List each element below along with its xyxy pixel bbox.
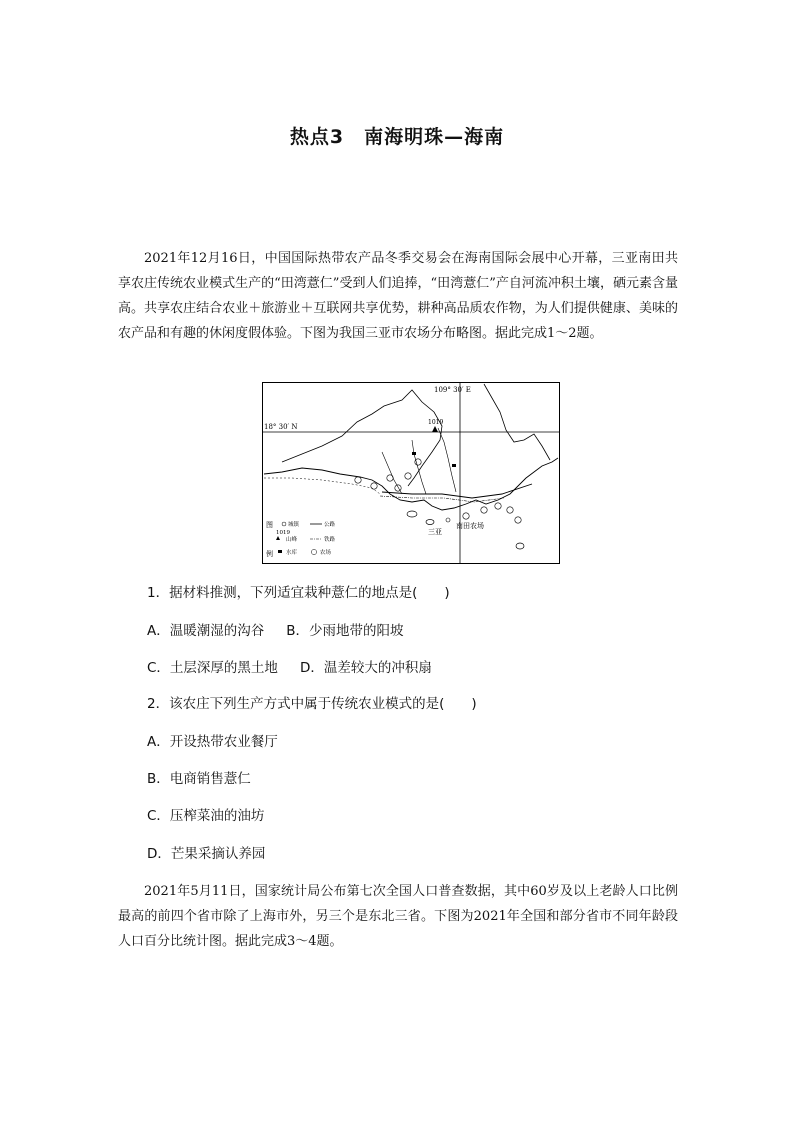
legend-peak-number: 1019 (276, 530, 290, 536)
question-1-stem: 1．据材料推测，下列适宜栽种薏仁的地点是( ) (147, 585, 450, 601)
reservoir-icon (452, 464, 456, 467)
question-1-option-d: D．温差较大的冲积扇 (299, 660, 432, 676)
question-2-option-b: B．电商销售薏仁 (147, 771, 251, 787)
city-nantian-label: 南田农场 (456, 522, 484, 530)
question-2-stem: 2．该农庄下列生产方式中属于传统农业模式的是( ) (147, 696, 477, 712)
legend-road-label: 公路 (324, 522, 336, 528)
legend-peak-label: 山峰 (286, 537, 298, 543)
legend-reservoir-label: 水库 (286, 550, 298, 556)
legend-farm-label: 农场 (320, 550, 332, 556)
passage-2: 2021年5月11日，国家统计局公布第七次全国人口普查数据，其中60岁及以上老龄人口比例最高的前四个省市除了上海市外，另三个是东北三省。下图为2021年全国和部分省市不同年龄段人口百分比统计图。据此完成3～4题。 (118, 884, 678, 949)
legend-city-label: 城镇 (288, 522, 300, 528)
legend-title-top: 图 (266, 521, 273, 529)
question-1-option-b: B．少雨地带的阳坡 (286, 623, 404, 639)
longitude-label: 109° 30′ E (434, 386, 471, 394)
legend-reservoir-icon (278, 550, 282, 553)
question-1-options-cd (147, 658, 432, 678)
page-title: 热点3 南海明珠—海南 (289, 126, 505, 148)
city-sanya-label: 三亚 (428, 528, 442, 536)
reservoir-icon (412, 452, 416, 455)
peak-label: 1019 (428, 419, 444, 426)
question-2-option-a: A．开设热带农业餐厅 (147, 734, 278, 750)
question-1-option-c: C．土层深厚的黑土地 (147, 660, 278, 676)
legend-rail-label: 铁路 (324, 537, 336, 543)
question-1-options-ab (147, 621, 404, 641)
question-2-option-c: C．压榨菜油的油坊 (147, 808, 265, 824)
sanya-farm-map (262, 382, 560, 564)
passage-1: 2021年12月16日，中国国际热带农产品冬季交易会在海南国际会展中心开幕，三亚南田共享农庄传统农业模式生产的“田湾薏仁”受到人们追捧，“田湾薏仁”产自河流冲积土壤，硒元素含量高。共享农庄结合农业＋旅游业＋互联网共享优势，耕种高品质农作物，为人们提供健康、美味的农产品和有趣的休闲度假体验。下图为我国三亚市农场分布略图。据此完成1～2题。 (118, 251, 678, 341)
latitude-label: 18° 30′ N (264, 423, 298, 431)
question-2-option-d: D．芒果采摘认养园 (147, 846, 266, 862)
question-1-option-a: A．温暖潮湿的沟谷 (147, 623, 265, 639)
legend-title-bottom: 例 (266, 550, 273, 558)
